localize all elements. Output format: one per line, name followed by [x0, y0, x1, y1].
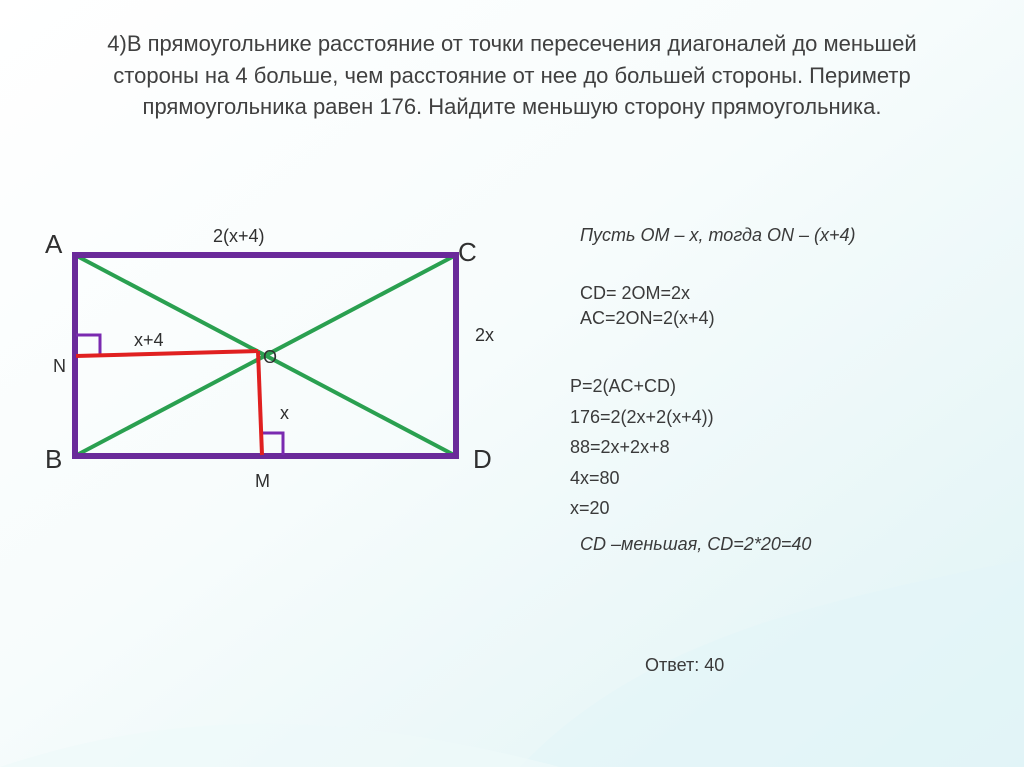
- vertex-label-b: B: [45, 444, 63, 474]
- side-cd-formula: CD= 2OM=2x: [580, 283, 691, 303]
- point-label-m: M: [255, 471, 270, 491]
- equation-line: 176=2(2x+2(x+4)): [570, 406, 714, 427]
- problem-title: 4)В прямоугольнике расстояние от точки пересечения диагоналей до меньшей стороны на 4 больше, чем расстояние от нее до большей стороны. Периметр прямоугольника равен 176. Найдите меньшую сторону прямоугольника.: [107, 31, 917, 119]
- equation-line: P=2(AC+CD): [570, 376, 677, 396]
- om-segment-label: x: [280, 403, 289, 423]
- on-segment-label: x+4: [134, 330, 164, 350]
- point-label-n: N: [53, 356, 66, 376]
- vertex-label-c: C: [458, 237, 477, 267]
- side-ac-formula: AC=2ON=2(x+4): [580, 308, 715, 328]
- vertex-label-d: D: [473, 444, 492, 474]
- right-angle-marker-m: [262, 433, 283, 455]
- let-statement: Пусть OM – x, тогда ON – (x+4): [580, 225, 856, 245]
- solution-conclusion: [580, 532, 811, 557]
- solution-equations: [570, 371, 714, 524]
- top-side-label: 2(x+4): [213, 226, 265, 246]
- segment-om: [258, 351, 262, 455]
- equation-line: x=20: [570, 498, 610, 518]
- answer-text: Ответ: 40: [645, 655, 725, 675]
- solution-answer: [645, 653, 724, 678]
- solution-sides: [580, 281, 715, 331]
- vertex-label-a: A: [45, 229, 63, 259]
- equation-line: 4x=80: [570, 467, 620, 488]
- point-label-o: O: [263, 347, 278, 367]
- right-side-label: 2x: [475, 325, 495, 345]
- solution-let: [580, 223, 855, 248]
- equation-line: 88=2x+2x+8: [570, 437, 670, 457]
- conclusion-text: CD –меньшая, CD=2*20=40: [580, 534, 812, 554]
- right-angle-marker-n: [76, 335, 100, 355]
- segment-on: [76, 351, 258, 356]
